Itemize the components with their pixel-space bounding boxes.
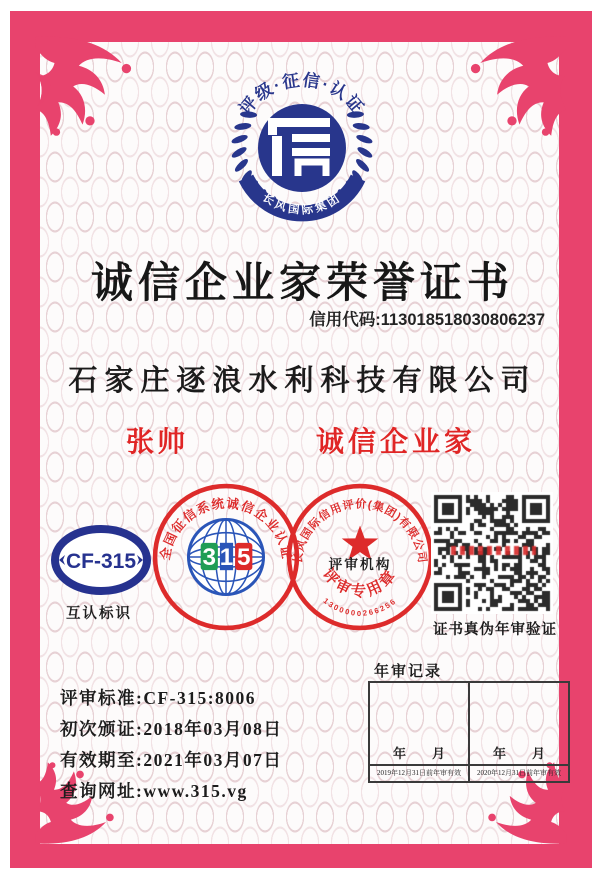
certificate-title: 诚信企业家荣誉证书: [90, 259, 514, 306]
review-cell-2019: [370, 683, 468, 781]
sealorg-arc-text: 长风国际信用评价(集团)有限公司: [292, 498, 428, 565]
sealorg-center-text: 评审机构: [328, 557, 392, 573]
info-standard: 评审标准:CF-315:8006: [60, 688, 257, 708]
qr-label: 证书真伪年审验证: [433, 622, 557, 638]
info-valid-until: 有效期至:2021年03月07日: [60, 750, 283, 770]
info-query-url: 查询网址:www.315.vg: [60, 781, 248, 801]
seal-315-globe: [150, 481, 302, 633]
review-cell-footer: 年 月: [492, 746, 545, 761]
qr-red-overlay-text: [451, 546, 536, 555]
seal315-arc-text: 全国征信系统诚信企业认证: [158, 496, 294, 562]
sealorg-stamp-text: 评审专用章: [319, 565, 401, 601]
emblem-arc-text: 评级·征信·认证: [235, 70, 369, 119]
review-cell-note: 2020年12月31日前年审有效: [470, 764, 568, 781]
certificate-info-block: [60, 683, 282, 807]
seal-review-org: [284, 481, 436, 633]
svg-text:1: 1: [219, 544, 234, 572]
cf315-badge: [50, 522, 152, 598]
corner-flourish-icon: [456, 35, 568, 147]
company-name: 石家庄逐浪水利科技有限公司: [68, 365, 537, 397]
sealorg-serial: 1300000266256: [321, 596, 399, 618]
review-cell-2020: [468, 683, 568, 781]
credit-rating-emblem: [212, 66, 392, 236]
review-cell-footer: 年 月: [392, 746, 445, 761]
honor-title: 诚信企业家: [315, 426, 476, 457]
cf315-text: CF-315: [65, 550, 137, 573]
review-record-title: 年审记录: [374, 664, 443, 680]
svg-text:5: 5: [236, 544, 251, 572]
corner-flourish-icon: [34, 35, 146, 147]
svg-text:3: 3: [202, 544, 217, 572]
cf315-label: 互认标识: [66, 606, 132, 622]
qr-code: [431, 492, 553, 614]
review-record-table: [368, 681, 570, 783]
digits-315: [201, 543, 253, 571]
star-icon: [342, 526, 378, 560]
review-cell-note: 2019年12月31日前年审有效: [370, 764, 468, 781]
person-name: 张帅: [125, 426, 188, 457]
emblem-banner-text: 长风国际集团: [260, 191, 344, 217]
credit-code-line: 信用代码:113018518030806237: [309, 311, 545, 329]
info-first-issue: 初次颁证:2018年03月08日: [60, 719, 283, 739]
